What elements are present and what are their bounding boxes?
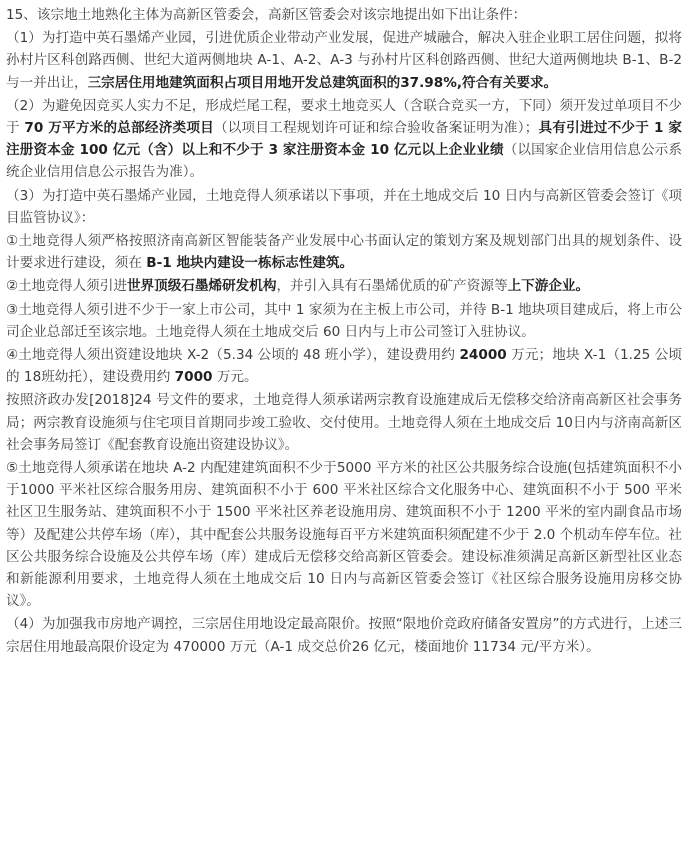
paragraph-4 [6, 185, 682, 229]
paragraph-6 [6, 275, 682, 297]
bold-text: 7000 [174, 369, 213, 386]
paragraph-3 [6, 95, 682, 184]
paragraph-11 [6, 613, 682, 657]
bold-text: 世界顶级石墨烯研发机构 [126, 278, 277, 295]
bold-text: B-1 地块内建设一栋标志性建筑。 [146, 255, 354, 272]
bold-text: 三宗居住用地建筑面积占项目用地开发总建筑面积的37.98%,符合有关要求。 [87, 74, 558, 91]
text-run: 万元。 [212, 369, 258, 386]
paragraph-2 [6, 27, 682, 94]
text-run: 按照济政办发[2018]24 号文件的要求，土地竞得人须承诺两宗教育设施建成后无偿移交给济南高新区社会事务局；两宗教育设施须与住宅项目首期同步竣工验收、交付使用。土地竞得人须在土地成交后 10日内与济南高新区社会事务局签订《配套教育设施出资建设协议》。 [6, 392, 682, 453]
paragraph-1 [6, 4, 682, 26]
text-run: 万元；地块 X-1（1.25 公顷的 18班幼托），建设费用约 [6, 347, 683, 386]
text-run: （以项目工程规划许可证和综合验收备案证明为准）； [213, 120, 539, 137]
paragraph-9 [6, 389, 682, 456]
paragraph-7 [6, 299, 682, 343]
text-run: ⑤土地竞得人须承诺在地块 A-2 内配建建筑面积不少于5000 平方米的社区公共服务综合设施(包括建筑面积不小于1000 平米社区综合服务用房、建筑面积不小于 600 平米社区综合文化服务中心、建筑面积不小于 500 平米社区卫生服务站、建筑面积不小于 1500 平米社区养老设施用房、建筑面积不小于 1200 平米的室内副食品市场等）及配建公共停车场（库），其中配套公共服务设施每百平方米建筑面积须配建不少于 2.0 个机动车停车位。社区公共服务综合设施及公共停车场（库）建成后无偿移交给高新区管委会。建设标准须满足高新区新型社区业态和新能源利用要求，土地竞得人须在土地成交后 10 日内与高新区管委会签订《社区综合服务设施用房移交协议》。 [6, 460, 682, 610]
text-run: （1）为打造中英石墨烯产业园，引进优质企业带动产业发展，促进产城融合，解决入驻企业职工居住问题，拟将孙村片区科创路西侧、世纪大道两侧地块 A-1、A-2、A-3 与孙村片区科创路西侧、世纪大道两侧地块 B-1、B-2 与一并出让， [6, 30, 682, 91]
bold-text: 70 万平方米的总部经济类项目 [24, 120, 214, 137]
text-run: （以国家企业信用信息公示系统企业信用信息公示报告为准）。 [6, 142, 682, 181]
bold-text: 上下游企业。 [507, 278, 590, 295]
bold-text: 具有引进过不少于 1 家注册资本金 100 亿元（含）以上和不少于 3 家注册资本金 10 亿元以上企业业绩 [6, 120, 682, 159]
paragraph-10 [6, 457, 682, 612]
text-run: ，并引入具有石墨烯优质的矿产资源等 [276, 278, 508, 295]
text-run: （4）为加强我市房地产调控，三宗居住用地设定最高限价。按照“限地价竞政府储备安置房”的方式进行，上述三宗居住用地最高限价设定为 470000 万元（A-1 成交总价26 亿元，楼面地价 11734 元/平方米）。 [6, 616, 682, 655]
text-run: 15、该宗地土地熟化主体为高新区管委会，高新区管委会对该宗地提出如下出让条件： [6, 7, 527, 23]
text-run: ④土地竞得人须出资建设地块 X-2（5.34 公顷的 48 班小学），建设费用约 [6, 347, 460, 364]
text-run: （3）为打造中英石墨烯产业园，土地竞得人须承诺以下事项，并在土地成交后 10 日内与高新区管委会签订《项目监管协议》： [6, 187, 682, 226]
bold-text: 24000 [459, 347, 507, 364]
text-run: ③土地竞得人须引进不少于一家上市公司，其中 1 家须为在主板上市公司，并待 B-1 地块项目建成后，将上市公司企业总部迁至该宗地。土地竞得人须在土地成交后 60 日内与上市公司签订入驻协议。 [6, 301, 682, 340]
paragraph-8 [6, 344, 682, 388]
paragraph-5 [6, 230, 682, 274]
text-run: ①土地竞得人须严格按照济南高新区智能装备产业发展中心书面认定的策划方案及规划部门出具的规划条件、设计要求进行建设，须在 [6, 233, 682, 272]
text-run: ②土地竞得人须引进 [6, 278, 127, 295]
text-run: （2）为避免因竞买人实力不足，形成烂尾工程，要求土地竞买人（含联合竞买一方，下同）须开发过单项目不少于 [6, 97, 682, 137]
